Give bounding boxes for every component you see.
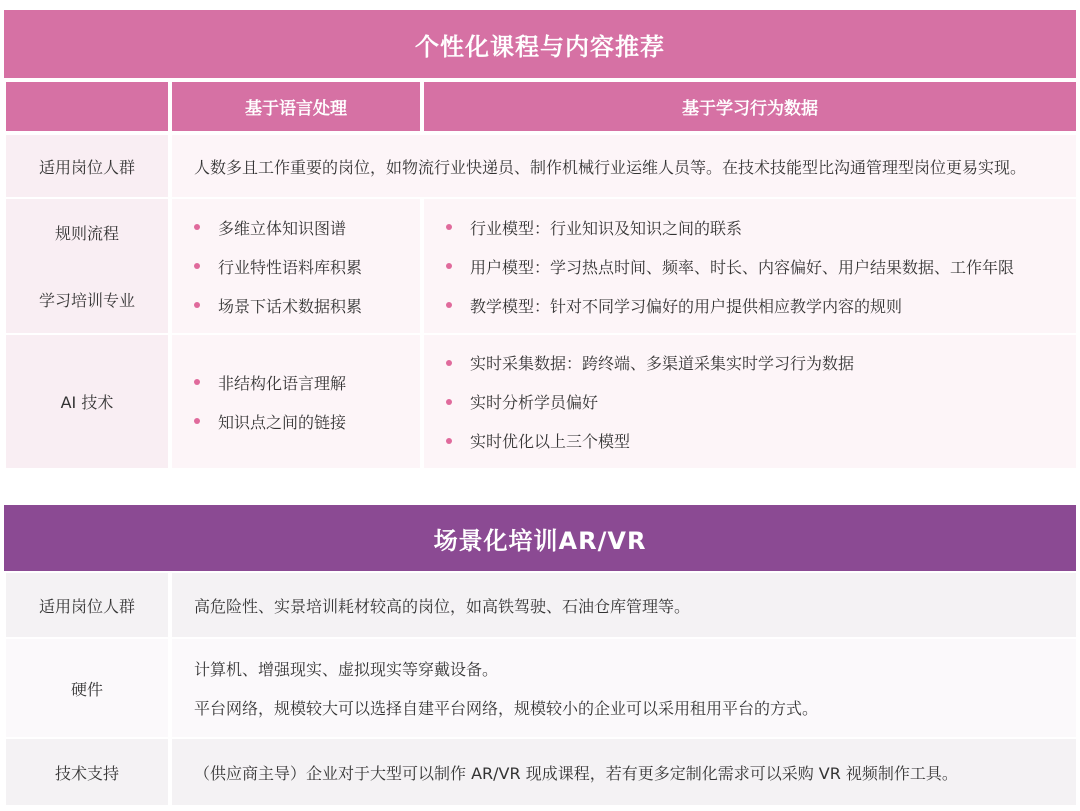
bullet-icon	[446, 263, 452, 269]
row-rules	[6, 199, 1076, 333]
row-label	[6, 199, 168, 333]
row-label: 硬件	[6, 639, 168, 737]
row-label: 技术支持	[6, 739, 168, 805]
list-item: 用户模型：学习热点时间、频率、时长、内容偏好、用户结果数据、工作年限	[446, 255, 1076, 278]
behavior-list	[424, 199, 1076, 333]
list-item: 实时优化以上三个模型	[446, 429, 1076, 452]
support-text: （供应商主导）企业对于大型可以制作 AR/VR 现成课程，若有更多定制化需求可以采购 VR 视频制作工具。	[172, 739, 1076, 805]
row-hardware	[6, 639, 1076, 737]
bullet-icon	[194, 263, 200, 269]
section1-title: 个性化课程与内容推荐	[4, 10, 1076, 78]
list-item: 实时采集数据：跨终端、多渠道采集实时学习行为数据	[446, 351, 1076, 374]
list-item: 教学模型：针对不同学习偏好的用户提供相应教学内容的规则	[446, 294, 1076, 317]
behavior-list	[424, 335, 1076, 468]
bullet-icon	[194, 418, 200, 424]
list-item: 知识点之间的链接	[194, 410, 420, 433]
bullet-icon	[446, 302, 452, 308]
bullet-icon	[446, 224, 452, 230]
bullet-icon	[446, 360, 452, 366]
population-text: 人数多且工作重要的岗位，如物流行业快递员、制作机械行业运维人员等。在技术技能型比沟通管理型岗位更易实现。	[172, 135, 1076, 197]
list-item: 多维立体知识图谱	[194, 216, 420, 239]
bullet-icon	[446, 438, 452, 444]
hardware-text	[172, 639, 1076, 737]
header-language-processing: 基于语言处理	[172, 82, 420, 131]
row-population	[6, 135, 1076, 197]
list-item: 行业模型：行业知识及知识之间的联系	[446, 216, 1076, 239]
row-label: 适用岗位人群	[6, 135, 168, 197]
population-text: 高危险性、实景培训耗材较高的岗位，如高铁驾驶、石油仓库管理等。	[172, 573, 1076, 637]
bullet-icon	[446, 399, 452, 405]
header-empty-cell	[6, 82, 168, 131]
language-list	[172, 199, 420, 333]
row-ai	[6, 335, 1076, 468]
bullet-icon	[194, 379, 200, 385]
header-behavior-data: 基于学习行为数据	[424, 82, 1076, 131]
row-population-ar	[6, 573, 1076, 637]
bullet-icon	[194, 224, 200, 230]
label-training-specialty: 学习培训专业	[38, 291, 135, 310]
list-item: 场景下话术数据积累	[194, 294, 420, 317]
list-item: 行业特性语料库积累	[194, 255, 420, 278]
section2-title: 场景化培训AR/VR	[4, 505, 1076, 571]
row-label: 适用岗位人群	[6, 573, 168, 637]
row-label: AI 技术	[6, 335, 168, 468]
row-support	[6, 739, 1076, 805]
hardware-line: 平台网络，规模较大可以选择自建平台网络，规模较小的企业可以采用租用平台的方式。	[194, 699, 819, 718]
label-rules-flow: 规则流程	[54, 224, 119, 243]
list-item: 实时分析学员偏好	[446, 390, 1076, 413]
hardware-line: 计算机、增强现实、虚拟现实等穿戴设备。	[194, 660, 499, 679]
bullet-icon	[194, 302, 200, 308]
language-list	[172, 335, 420, 468]
list-item: 非结构化语言理解	[194, 371, 420, 394]
